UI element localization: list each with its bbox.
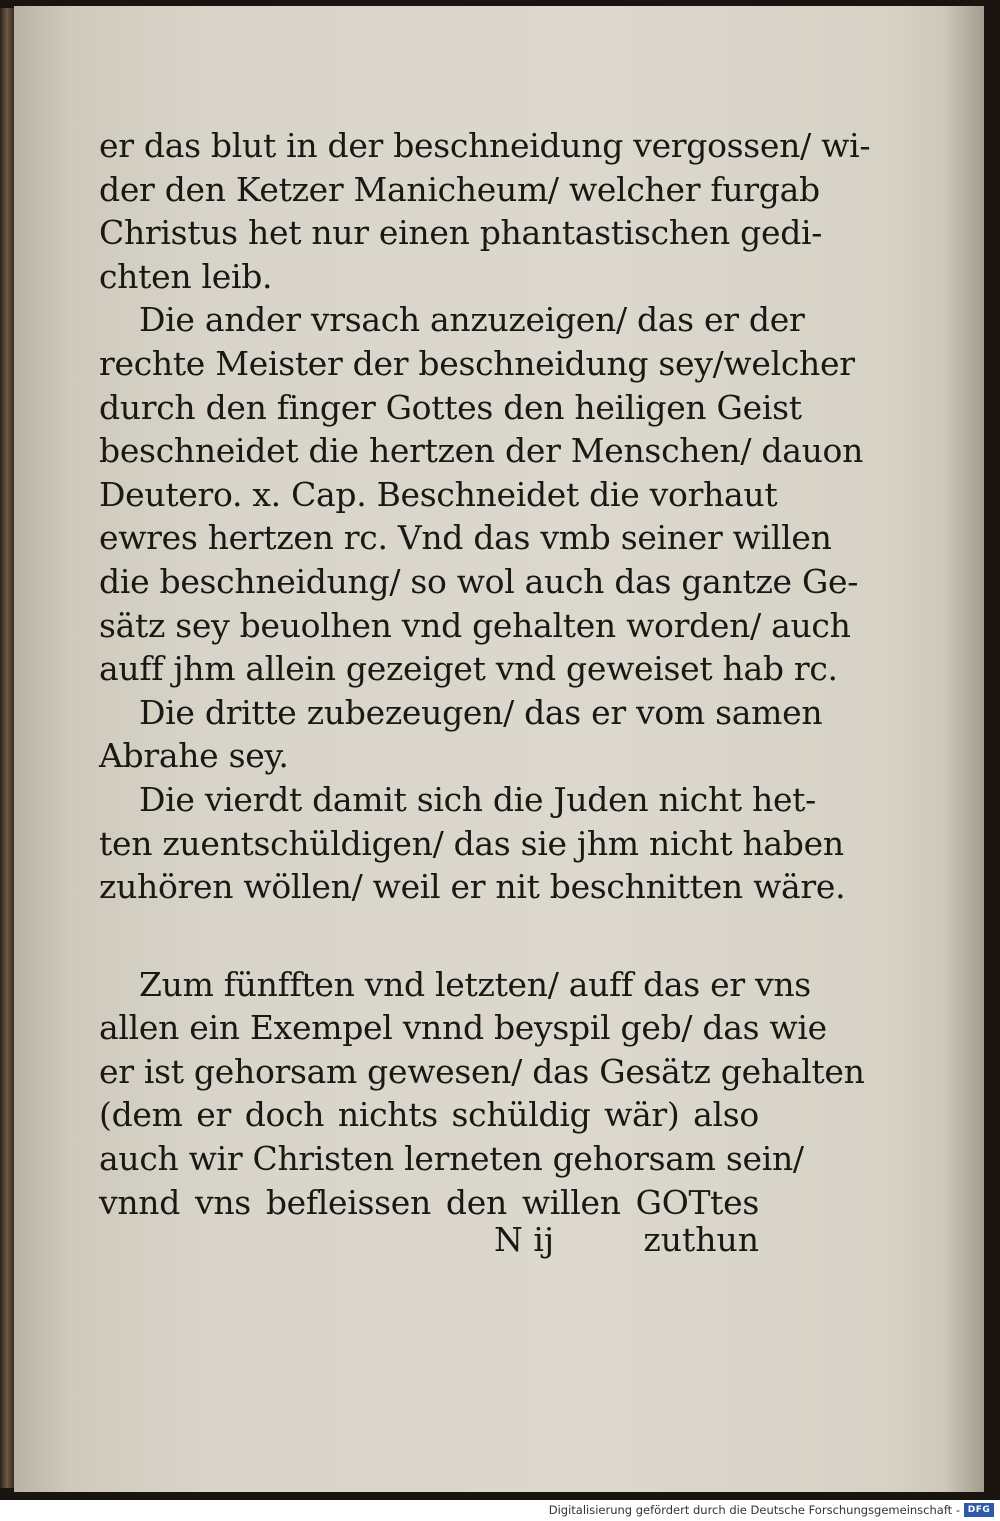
text-line: ten zuentschüldigen/ das sie jhm nicht haben [99, 823, 844, 863]
page-footer [99, 1220, 759, 1264]
funding-credit: Digitalisierung gefördert durch die Deutsche Forschungsgemeinschaft - [548, 1503, 960, 1517]
dfg-logo-icon: DFG [964, 1503, 994, 1517]
text-line: Christus het nur einen phantastischen gedi- [99, 213, 823, 253]
text-line: er ist gehorsam gewesen/ das Gesätz gehalten [99, 1051, 865, 1091]
text-line: rechte Meister der beschneidung sey/welcher [99, 343, 855, 383]
text-line: (dem er doch nichts schüldig wär) also [99, 1095, 759, 1135]
text-line: Die ander vrsach anzuzeigen/ das er der [139, 300, 805, 340]
text-line: chten leib. [99, 256, 273, 296]
body-text [99, 124, 871, 1224]
text-line: Die dritte zubezeugen/ das er vom samen [139, 692, 823, 732]
text-line: die beschneidung/ so wol auch das gantze Ge- [99, 561, 859, 601]
text-line: der den Ketzer Manicheum/ welcher furgab [99, 169, 820, 209]
text-line: auff jhm allein gezeiget vnd geweiset hab rc. [99, 649, 838, 689]
credit-bar [0, 1500, 1000, 1521]
book-binding-edge [0, 8, 14, 1488]
text-line: zuhören wöllen/ weil er nit beschnitten wäre. [99, 867, 846, 907]
text-line: vnnd vns befleissen den willen GOTtes [99, 1182, 759, 1222]
catchword: zuthun [643, 1220, 759, 1259]
text-line: auch wir Christen lerneten gehorsam sein/ [99, 1139, 804, 1179]
text-line: beschneidet die hertzen der Menschen/ dauon [99, 431, 864, 471]
text-line: durch den finger Gottes den heiligen Geist [99, 387, 802, 427]
text-line: Die vierdt damit sich die Juden nicht het- [139, 779, 816, 819]
text-line: ewres hertzen rc. Vnd das vmb seiner willen [99, 518, 832, 558]
signature-mark: N ij [494, 1220, 555, 1259]
text-line: Deutero. x. Cap. Beschneidet die vorhaut [99, 474, 778, 514]
paragraph-gap [99, 909, 759, 963]
text-line: er das blut in der beschneidung vergossen/ wi- [99, 126, 871, 165]
text-line: sätz sey beuolhen vnd gehalten worden/ auch [99, 605, 851, 645]
page-gutter-shadow [944, 6, 984, 1492]
text-line: Abrahe sey. [99, 736, 289, 776]
text-line: Zum fünfften vnd letzten/ auff das er vns [139, 964, 811, 1004]
text-line: allen ein Exempel vnnd beyspil geb/ das wie [99, 1008, 827, 1048]
book-page [14, 6, 984, 1492]
